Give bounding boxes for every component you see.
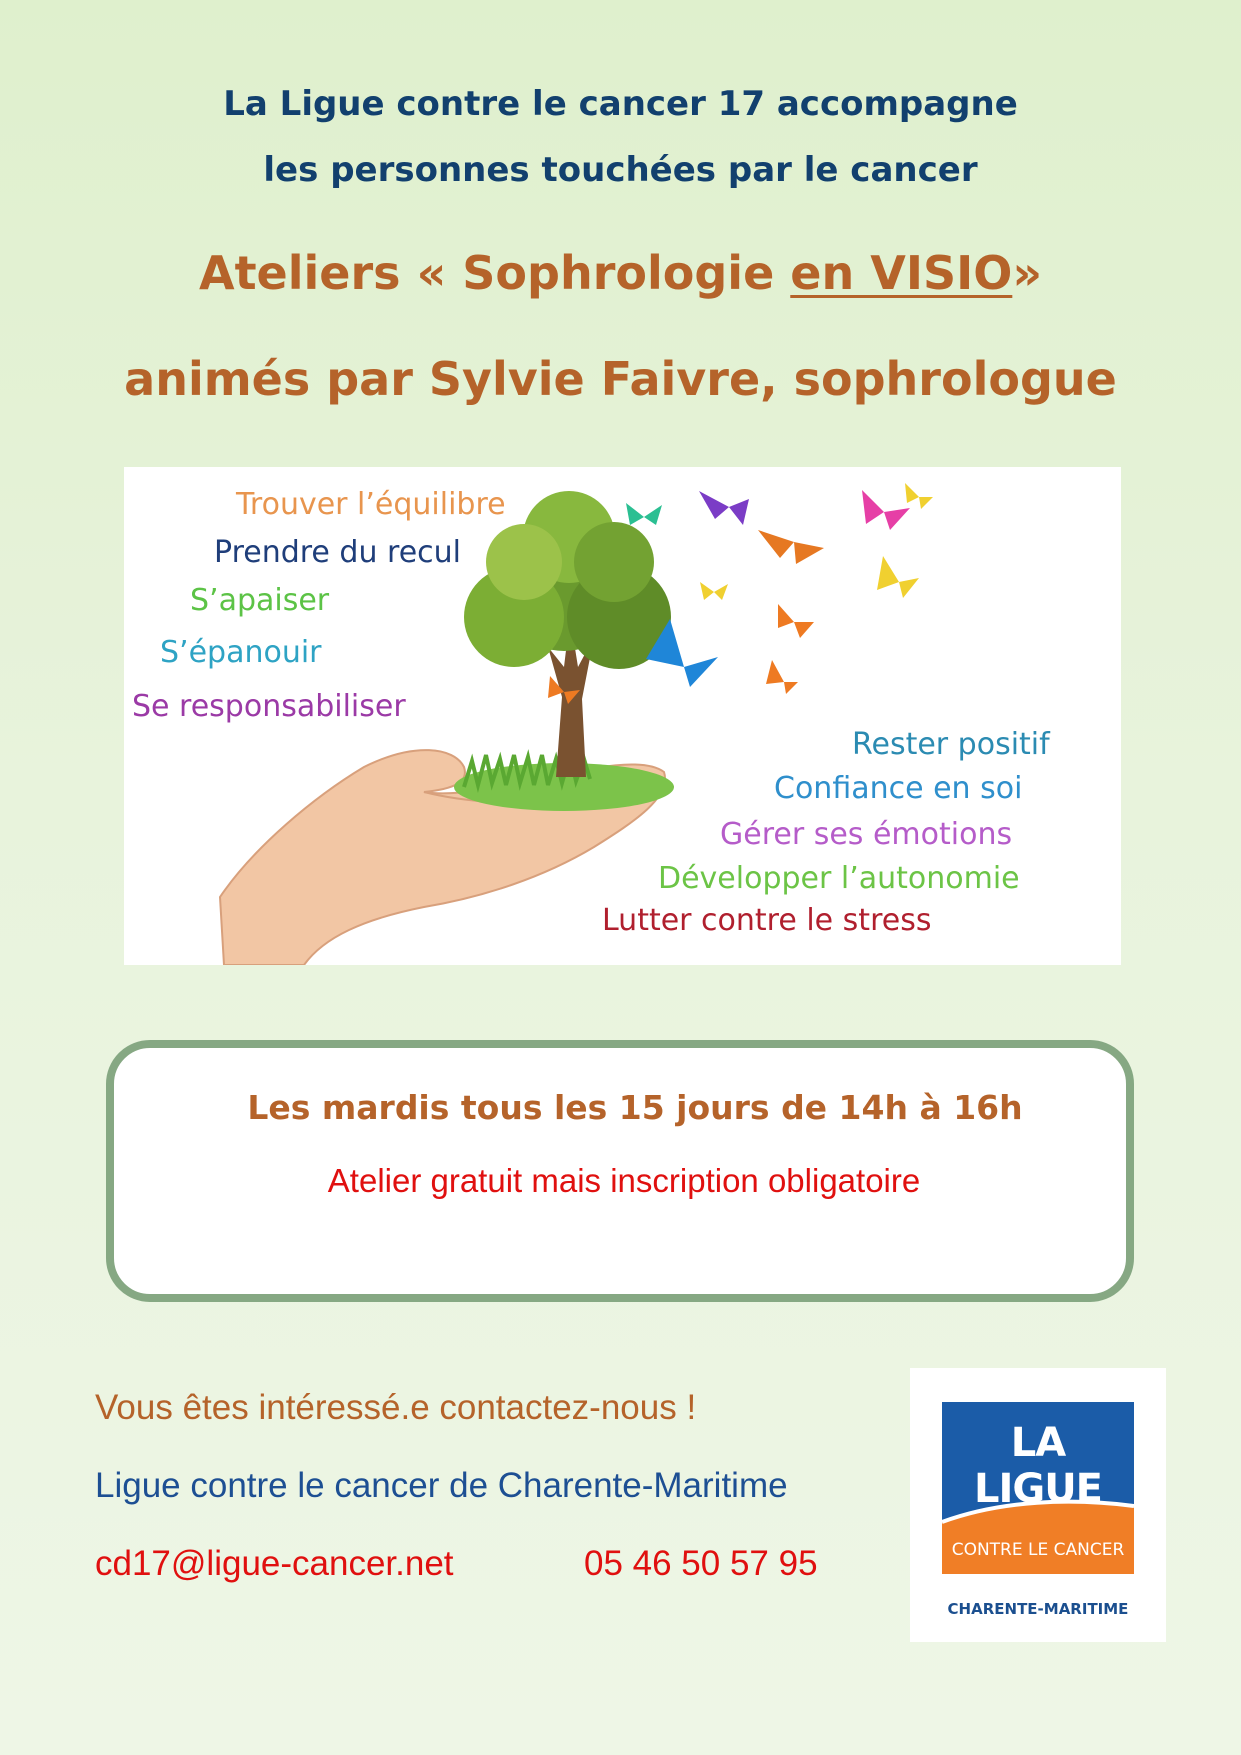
intro-line-1: La Ligue contre le cancer 17 accompagne xyxy=(223,84,1018,124)
intro-line-2: les personnes touchées par le cancer xyxy=(263,150,978,190)
sophrology-illustration xyxy=(124,467,1121,965)
title-underlined: en VISIO xyxy=(790,246,1013,300)
organization-name: Ligue contre le cancer de Charente-Maritime xyxy=(95,1466,788,1505)
benefit-word-right-3: Développer l’autonomie xyxy=(658,861,1020,896)
workshop-info-box xyxy=(106,1040,1134,1302)
logo-tagline: CONTRE LE CANCER xyxy=(951,1540,1125,1560)
benefit-word-left-1: Prendre du recul xyxy=(214,535,461,570)
page-title xyxy=(0,246,1241,300)
logo-name: LA LIGUE xyxy=(973,1420,1102,1512)
free-registration-note: Atelier gratuit mais inscription obligatoire xyxy=(327,1162,921,1199)
benefit-word-right-0: Rester positif xyxy=(852,727,1050,762)
la-ligue-logo xyxy=(910,1368,1166,1642)
benefit-word-right-4: Lutter contre le stress xyxy=(602,903,932,938)
contact-email[interactable]: cd17@ligue-cancer.net xyxy=(95,1544,454,1583)
title-suffix: » xyxy=(1012,246,1043,300)
contact-phone[interactable]: 05 46 50 57 95 xyxy=(584,1544,818,1583)
benefit-word-right-2: Gérer ses émotions xyxy=(720,817,1013,852)
benefit-word-left-2: S’apaiser xyxy=(190,583,330,618)
workshop-schedule: Les mardis tous les 15 jours de 14h à 16h xyxy=(247,1088,1023,1127)
benefit-word-right-1: Confiance en soi xyxy=(774,771,1023,806)
benefit-word-left-0: Trouver l’équilibre xyxy=(236,487,506,522)
page-subtitle: animés par Sylvie Faivre, sophrologue xyxy=(124,352,1117,406)
benefit-word-left-3: S’épanouir xyxy=(160,635,322,670)
logo-region: CHARENTE-MARITIME xyxy=(947,1600,1129,1618)
benefit-word-left-4: Se responsabiliser xyxy=(132,689,406,724)
contact-invite: Vous êtes intéressé.e contactez-nous ! xyxy=(95,1388,697,1427)
title-prefix: Ateliers « Sophrologie xyxy=(198,246,791,300)
